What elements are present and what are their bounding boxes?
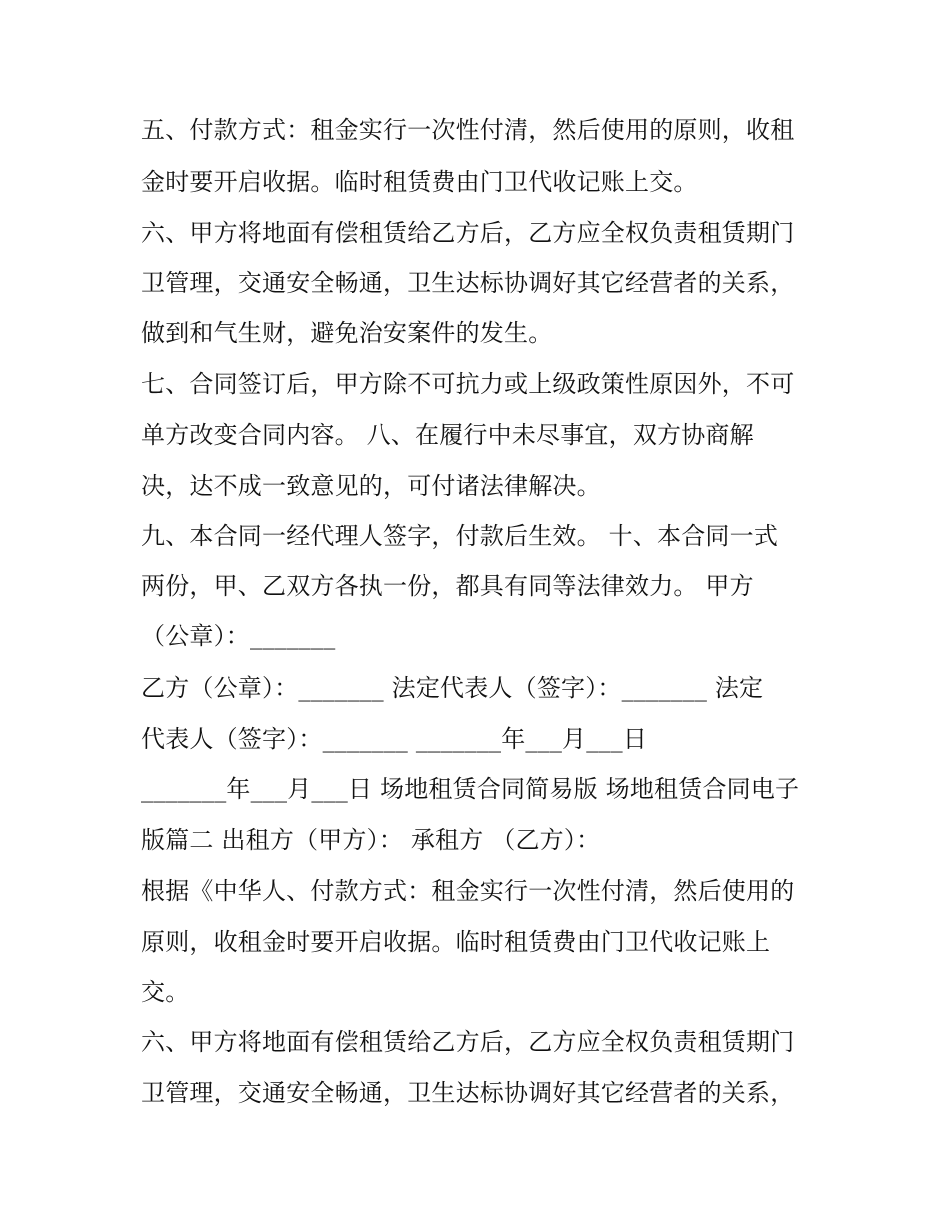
text-line: 单方改变合同内容。 八、在履行中未尽事宜，双方协商解 — [141, 421, 754, 449]
text-line: 版篇二 出租方（甲方）： 承租方 （乙方）： — [141, 826, 601, 854]
text-line: 六、甲方将地面有偿租赁给乙方后，乙方应全权负责租赁期门 — [141, 219, 795, 247]
text-line: _______年___月___日 场地租赁合同简易版 场地租赁合同电子 — [141, 775, 800, 803]
text-line: 两份，甲、乙双方各执一份，都具有同等法律效力。 甲方 — [141, 572, 754, 600]
text-line: 七、合同签订后，甲方除不可抗力或上级政策性原因外，不可 — [141, 370, 795, 398]
text-line: （公章）：_______ — [141, 622, 336, 650]
text-line: 原则，收租金时要开启收据。临时租赁费由门卫代收记账上 — [141, 928, 771, 956]
text-line: 金时要开启收据。临时租赁费由门卫代收记账上交。 — [141, 168, 698, 196]
text-line: 决，达不成一致意见的，可付诸法律解决。 — [141, 472, 601, 500]
text-line: 九、本合同一经代理人签字，付款后生效。 十、本合同一式 — [141, 522, 779, 550]
text-line: 卫管理，交通安全畅通，卫生达标协调好其它经营者的关系， — [141, 1079, 795, 1107]
text-line: 五、付款方式：租金实行一次性付清，然后使用的原则，收租 — [141, 116, 795, 144]
text-line: 卫管理，交通安全畅通，卫生达标协调好其它经营者的关系， — [141, 269, 795, 297]
text-line: 交。 — [141, 978, 190, 1006]
text-line: 六、甲方将地面有偿租赁给乙方后，乙方应全权负责租赁期门 — [141, 1028, 795, 1056]
text-line: 代表人（签字）：_______ _______年___月___日 — [141, 725, 648, 753]
text-line: 乙方（公章）：_______ 法定代表人（签字）：_______ 法定 — [141, 674, 764, 702]
text-line: 根据《中华人、付款方式：租金实行一次性付清，然后使用的 — [141, 877, 795, 905]
text-line: 做到和气生财，避免治安案件的发生。 — [141, 319, 553, 347]
